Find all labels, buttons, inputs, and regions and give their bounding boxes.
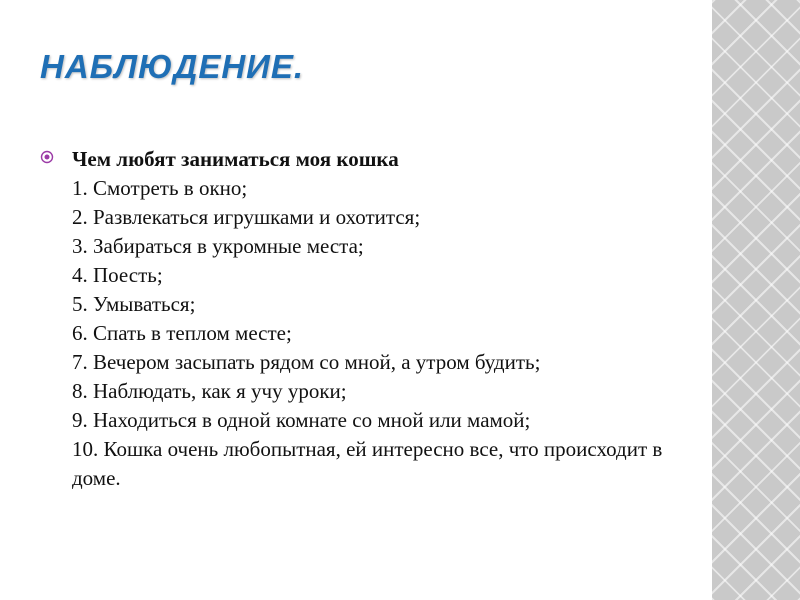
list-item: 4. Поесть;: [72, 263, 163, 287]
list-item: 7. Вечером засыпать рядом со мной, а утром будить;: [72, 350, 541, 374]
list-item: 8. Наблюдать, как я учу уроки;: [72, 379, 347, 403]
list-item: 3. Забираться в укромные места;: [72, 234, 364, 258]
list-heading: Чем любят заниматься моя кошка: [72, 147, 399, 171]
circle-target-bullet-icon: [40, 145, 72, 164]
list-item: 5. Умываться;: [72, 292, 196, 316]
decorative-side-panel: [712, 0, 800, 600]
list-item: 6. Спать в теплом месте;: [72, 321, 292, 345]
slide-title: НАБЛЮДЕНИЕ.: [40, 48, 305, 85]
list-item: 1. Смотреть в окно;: [72, 176, 248, 200]
bullet-list: [40, 145, 690, 493]
list-item: 2. Развлекаться игрушками и охотится;: [72, 205, 421, 229]
list-item: 9. Находиться в одной комнате со мной или мамой;: [72, 408, 531, 432]
bullet-text: [72, 145, 690, 493]
list-item: 10. Кошка очень любопытная, ей интересно все, что происходит в доме.: [72, 437, 663, 490]
